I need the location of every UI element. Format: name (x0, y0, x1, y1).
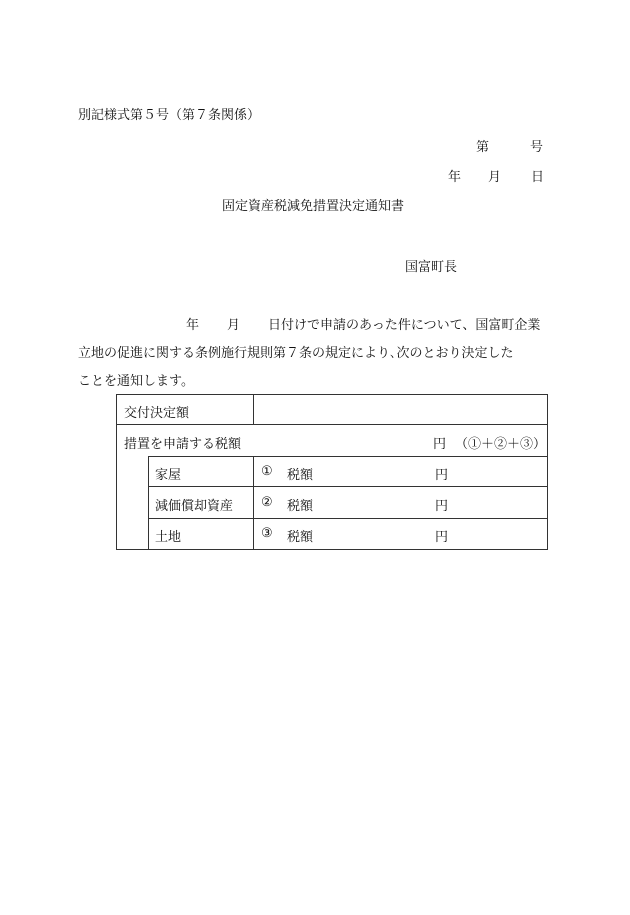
date-month: 月 (488, 170, 502, 185)
item-tax-label: 税額 (287, 499, 314, 514)
item-unit: 円 (435, 499, 449, 514)
item-label: 土地 (155, 530, 182, 545)
body-line-2: 立地の促進に関する条例施行規則第７条の規定により､次のとおり決定した (78, 346, 514, 361)
item-number: ③ (261, 526, 273, 541)
row-grant-amount-label: 交付決定額 (124, 406, 190, 421)
item-label: 家屋 (155, 468, 182, 483)
row-requested-tax-label: 措置を申請する税額 (124, 437, 242, 452)
body-line-1 (78, 312, 560, 340)
document-title: 固定資産税減免措置決定通知書 (222, 199, 405, 214)
body-line-1-rest: 日付けで申請のあった件について、国富町企業 (268, 318, 541, 333)
notice-body (78, 312, 560, 396)
document-number-suffix: 号 (530, 140, 544, 155)
document-number-prefix: 第 (476, 140, 490, 155)
body-line-3: ことを通知します。 (78, 374, 194, 389)
form-label: 別記様式第５号（第７条関係） (78, 108, 261, 123)
item-tax-label: 税額 (287, 530, 314, 545)
date-year: 年 (448, 170, 462, 185)
item-label: 減価償却資産 (155, 499, 234, 514)
tax-table (116, 394, 548, 550)
date-day: 日 (531, 170, 545, 185)
body-month: 月 (227, 318, 241, 333)
issuer-name: 国富町長 (405, 260, 458, 275)
row-requested-tax-formula: （①＋②＋③） (455, 437, 547, 452)
row-requested-tax-unit: 円 (433, 437, 447, 452)
body-year: 年 (186, 318, 200, 333)
item-number: ② (261, 495, 273, 510)
item-unit: 円 (435, 530, 449, 545)
item-unit: 円 (435, 468, 449, 483)
item-tax-label: 税額 (287, 468, 314, 483)
item-number: ① (261, 464, 273, 479)
